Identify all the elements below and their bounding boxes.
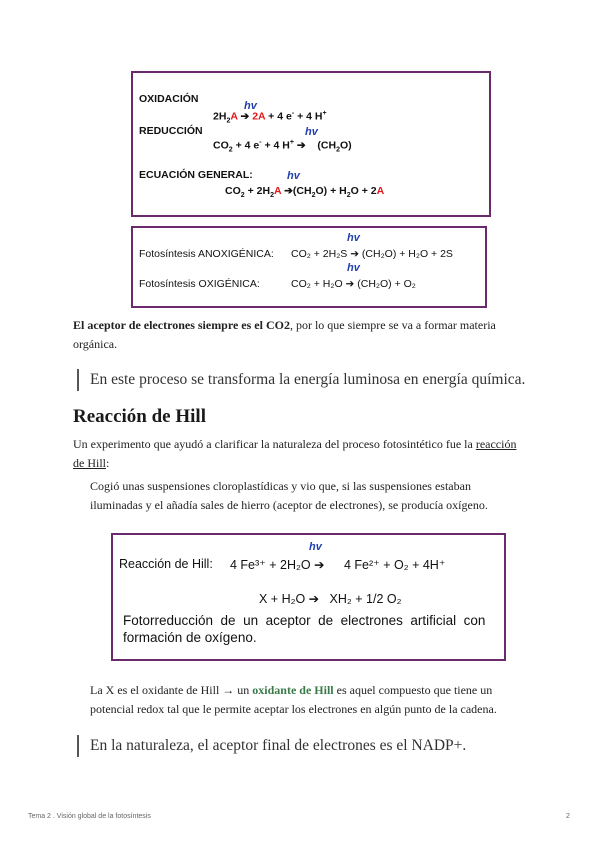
paragraph-hill-intro: Un experimento que ayudó a clarificar la naturaleza del proceso fotosintético fue la reacción de Hill: [73,437,517,470]
hv-label: hv [287,170,300,182]
oxigenica-label: Fotosíntesis OXIGÉNICA: [139,278,260,290]
ecuacion-general-label: ECUACIÓN GENERAL: [139,169,253,181]
paragraph-oxidante: La X es el oxidante de Hill → un oxidante de Hill es aquel compuesto que tiene un potencial redox tal que le permite aceptar los electrones en algún punto de la cadena. [90,683,497,716]
anoxigenica-equation: CO₂ + 2H₂S ➔ (CH₂O) + H₂O + 2S [291,248,453,260]
hill-label: Reacción de Hill: [119,557,213,571]
oxidation-equation: $2H_2A$ ➔ 2A + 4 e- + 4 H+ [213,110,327,125]
general-equation: $CO_2 + 2H_2A$ $➔(CH_2O) + H_2O + 2A$ [225,185,385,200]
hv-label: hv [347,232,360,244]
reduccion-label: REDUCCIÓN [139,125,203,137]
hv-label: hv [305,126,318,138]
hv-label: hv [244,100,257,112]
link-reaccion[interactable]: reacción [475,437,517,451]
section-heading: Reacción de Hill [73,406,206,427]
quote-energia: En este proceso se transforma la energía luminosa en energía química. [90,371,526,388]
hill-equation-x: X + H₂O ➔ XH₂ + 1/2 O₂ [259,592,402,606]
hill-description-line2: formación de oxígeno. [123,630,257,645]
quote-nadp: En la naturaleza, el aceptor final de electrones es el NADP+. [90,737,467,754]
paragraph-aceptor: El aceptor de electrones siempre es el CO2, por lo que siempre se va a formar materia orgánica. [73,318,496,351]
anoxigenica-label: Fotosíntesis ANOXIGÉNICA: [139,248,274,260]
hill-description-line1: Fotorreducción de un aceptor de electrones artificial con [123,613,486,628]
oxigenica-equation: CO₂ + H₂O ➔ (CH₂O) + O₂ [291,278,416,290]
quote-bar [77,735,79,757]
reduction-equation: $CO_2 + 4$ e- + 4 H+ ➔ $(CH_2O)$ [213,139,352,154]
oxidacion-label: OXIDACIÓN [139,93,199,105]
footer-title: Tema 2 . Visión global de la fotosíntesis [28,813,151,820]
equations-box-photosynthesis-types [131,226,487,308]
quote-bar [77,369,79,391]
hill-equation-right: 4 Fe²⁺ + O₂ + 4H⁺ [344,558,446,572]
hill-equation-left: 4 Fe³⁺ + 2H₂O ➔ [230,558,325,572]
hv-label: hv [309,541,322,553]
equations-box-general [131,71,491,217]
oxidante-de-hill-term: oxidante de Hill [252,683,334,697]
page-number: 2 [566,813,570,820]
equations-box-hill [111,533,506,661]
link-de-hill[interactable]: de Hill [73,456,106,470]
hv-label: hv [347,262,360,274]
paragraph-experimento: Cogió unas suspensiones cloroplastídicas y vio que, si las suspensiones estaban iluminadas y el añadía sales de hierro (aceptor de electrones), se producía oxígeno. [90,479,488,512]
